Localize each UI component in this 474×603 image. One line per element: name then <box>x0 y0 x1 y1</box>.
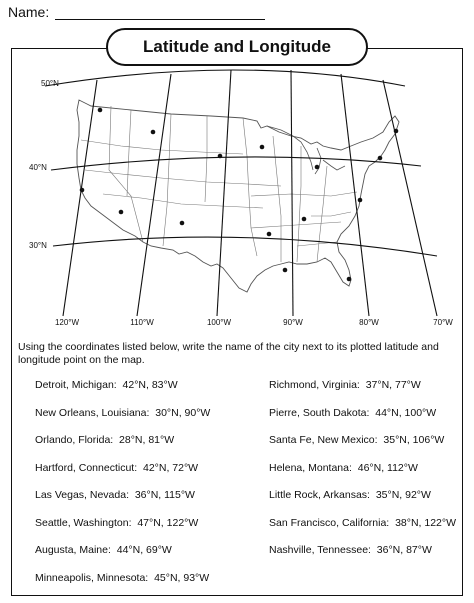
city-name: Orlando, Florida: <box>35 434 114 446</box>
us-outline <box>77 100 399 292</box>
city-name: Augusta, Maine: <box>35 544 111 556</box>
city-point-little-rock <box>267 232 272 237</box>
city-point-minneapolis <box>260 145 265 150</box>
city-name: Pierre, South Dakota: <box>269 406 370 419</box>
longitude-lines <box>63 70 437 316</box>
name-field <box>8 4 265 20</box>
great-lakes <box>267 126 345 174</box>
city-point-nashville <box>302 217 307 222</box>
list-item <box>269 462 456 490</box>
city-point-las-vegas <box>119 210 124 215</box>
longitude-label-80w: 80°W <box>359 318 379 327</box>
city-point-detroit <box>315 165 320 170</box>
latitude-line-50n <box>45 70 405 86</box>
city-name: Nashville, Tennessee: <box>269 544 371 556</box>
longitude-label-90w: 90°W <box>283 318 303 327</box>
list-item <box>35 572 210 600</box>
city-name: Helena, Montana: <box>269 461 352 474</box>
list-item <box>35 379 210 407</box>
city-coords: 44°N, 69°W <box>116 544 172 556</box>
longitude-label-110w: 110°W <box>130 318 154 327</box>
name-label: Name: <box>8 4 50 20</box>
city-name: Las Vegas, Nevada: <box>35 489 129 501</box>
state-borders <box>81 106 357 262</box>
city-point-helena <box>151 130 156 135</box>
city-coords: 45°N, 93°W <box>154 571 210 584</box>
name-blank-line[interactable] <box>55 5 265 20</box>
city-points <box>80 108 399 282</box>
city-name: Hartford, Connecticut: <box>35 461 138 474</box>
list-item <box>35 407 210 435</box>
city-point-san-francisco <box>80 188 85 193</box>
longitude-line-70w <box>383 80 437 316</box>
city-point-orlando <box>347 277 352 282</box>
us-map <box>11 66 463 336</box>
list-item <box>35 489 210 517</box>
list-item <box>269 434 456 462</box>
longitude-label-70w: 70°W <box>433 318 453 327</box>
city-coords: 47°N, 122°W <box>137 516 199 529</box>
list-item <box>35 462 210 490</box>
city-name: Detroit, Michigan: <box>35 379 117 391</box>
instructions-text: Using the coordinates listed below, write the name of the city next to its plotted latitude and longitude point on the map. <box>18 341 439 366</box>
city-coords: 36°N, 87°W <box>376 544 432 556</box>
city-point-seattle <box>98 108 103 113</box>
list-item <box>269 517 456 545</box>
city-point-augusta <box>394 129 399 134</box>
city-coords: 35°N, 106°W <box>383 434 445 446</box>
city-coords: 35°N, 92°W <box>375 489 431 501</box>
longitude-line-110w <box>137 74 171 316</box>
city-coords: 30°N, 90°W <box>155 406 211 419</box>
city-list-right <box>269 379 456 572</box>
city-coords: 44°N, 100°W <box>375 406 437 419</box>
city-coords: 38°N, 122°W <box>395 516 456 529</box>
worksheet-title <box>106 28 368 66</box>
worksheet-title-text: Latitude and Longitude <box>143 37 331 56</box>
longitude-label-100w: 100°W <box>206 318 232 327</box>
city-name: San Francisco, California: <box>269 516 390 529</box>
city-name: Seattle, Washington: <box>35 516 132 529</box>
city-coords: 28°N, 81°W <box>119 434 175 446</box>
city-name: New Orleans, Louisiana: <box>35 406 150 419</box>
latitude-label-50n: 50°N <box>41 79 59 88</box>
city-point-santa-fe <box>180 221 185 226</box>
city-name: Santa Fe, New Mexico: <box>269 434 378 446</box>
latitude-label-30n: 30°N <box>29 241 47 250</box>
city-point-richmond <box>358 198 363 203</box>
list-item <box>35 434 210 462</box>
list-item <box>35 517 210 545</box>
list-item <box>269 489 456 517</box>
city-coords: 36°N, 115°W <box>134 489 195 501</box>
latitude-lines <box>45 70 437 256</box>
longitude-line-120w <box>63 80 97 316</box>
longitude-line-80w <box>341 74 369 316</box>
city-name: Little Rock, Arkansas: <box>269 489 370 501</box>
city-point-new-orleans <box>283 268 288 273</box>
list-item <box>269 544 456 572</box>
list-item <box>269 379 456 407</box>
list-item <box>35 544 210 572</box>
latitude-line-40n <box>51 157 421 170</box>
list-item <box>269 407 456 435</box>
city-coords: 37°N, 77°W <box>365 379 421 391</box>
longitude-label-120w: 120°W <box>54 318 80 327</box>
longitude-line-100w <box>217 70 231 316</box>
city-point-hartford <box>378 156 383 161</box>
city-name: Minneapolis, Minnesota: <box>35 571 149 584</box>
city-coords: 46°N, 112°W <box>357 461 418 474</box>
city-coords: 42°N, 83°W <box>122 379 178 391</box>
longitude-line-90w <box>291 70 293 316</box>
latitude-label-40n: 40°N <box>29 163 47 172</box>
city-name: Richmond, Virginia: <box>269 379 360 391</box>
latitude-line-30n <box>53 237 437 256</box>
city-point-pierre <box>218 154 223 159</box>
city-list-left <box>35 379 210 599</box>
city-coords: 42°N, 72°W <box>142 461 199 474</box>
